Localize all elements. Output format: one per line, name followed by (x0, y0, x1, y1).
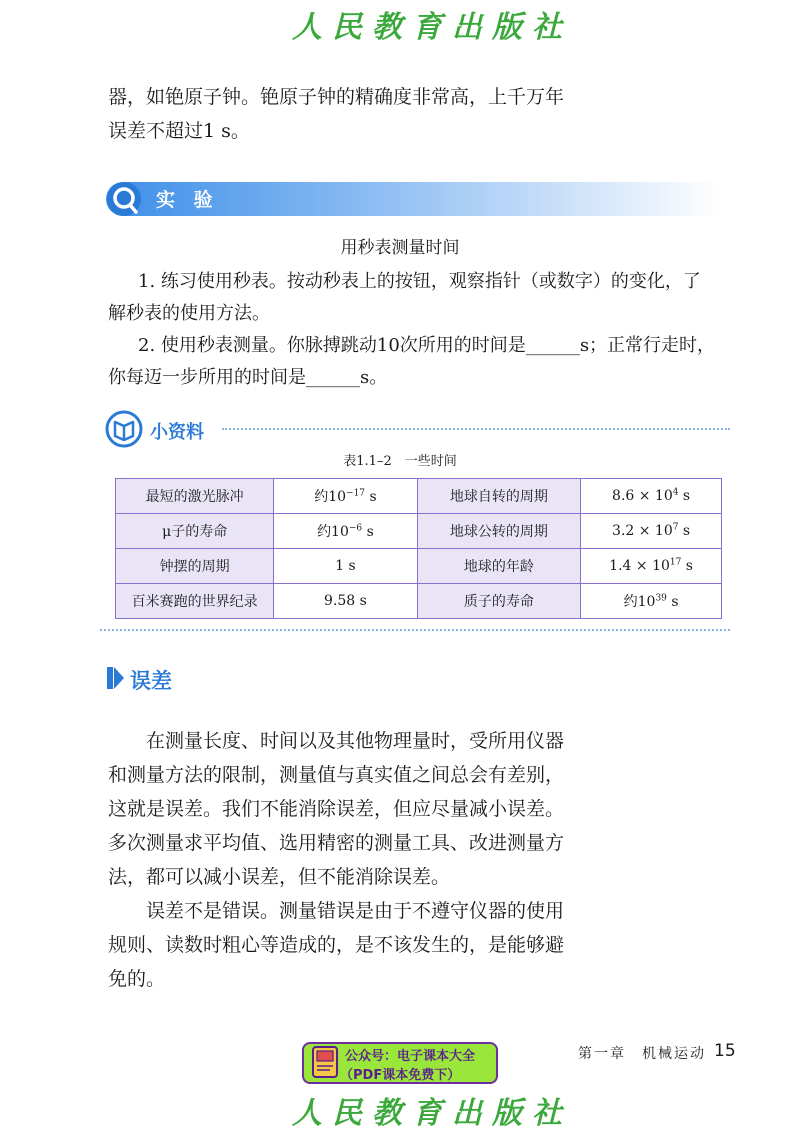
cell-text: s (678, 523, 691, 539)
duration-cell (581, 479, 722, 514)
cell-text: s (681, 558, 693, 574)
error-paragraph-1 (108, 724, 564, 894)
error-section-arrow (114, 667, 124, 689)
cell-text: 地球公转的周期 (449, 524, 548, 540)
cell-text: 9.58 s (324, 593, 367, 609)
table-caption: 表1.1–2 一些时间 (343, 454, 457, 469)
experiment-item-1 (108, 266, 701, 330)
cell-text: s (362, 524, 374, 540)
phenomenon-cell (417, 479, 581, 514)
experiment-item-2 (108, 330, 715, 394)
error-p1-line: 多次测量求平均值、选用精密的测量工具、改进测量方 (108, 832, 565, 854)
info-section-label: 小资料 (150, 422, 204, 443)
experiment-section-label: 实 验 (156, 189, 219, 211)
duration-cell (581, 514, 722, 549)
error-p1-line: 在测量长度、时间以及其他物理量时，受所用仪器 (108, 730, 565, 752)
error-p2-line: 免的。 (108, 968, 166, 990)
duration-cell (274, 549, 417, 584)
magnifier-icon (106, 181, 142, 217)
phenomenon-cell (417, 549, 581, 584)
item-2-text-a: 2. 使用秒表测量。你脉搏跳动10次所用的时间是 (138, 335, 526, 356)
cell-text: 约10 (623, 594, 656, 610)
exponent: 17 (669, 557, 682, 568)
experiment-title: 用秒表测量时间 (340, 238, 460, 258)
step-time-blank: ______ (306, 367, 360, 388)
error-section-marker (107, 667, 113, 689)
cell-text: 约10 (317, 524, 349, 540)
cell-text: s (678, 488, 691, 504)
intro-line-2: 误差不超过1 s。 (108, 120, 250, 142)
error-paragraph-2 (108, 894, 564, 996)
cell-text: 8.6 × 10 (612, 488, 673, 504)
info-top-divider (222, 428, 730, 430)
phenomenon-cell (116, 479, 274, 514)
table-row (116, 514, 722, 549)
phenomenon-cell (116, 514, 274, 549)
info-bottom-divider (100, 629, 730, 631)
item-2-text-c: 你每迈一步所用的时间是 (108, 367, 306, 388)
duration-cell (581, 549, 722, 584)
phenomenon-cell (116, 549, 274, 584)
exponent: −17 (346, 488, 366, 499)
chapter-label: 第一章 机械运动 (578, 1046, 706, 1062)
phenomenon-cell (116, 584, 274, 619)
experiment-item-2-line-2 (108, 362, 715, 394)
cell-text: 百米赛跑的世界纪录 (131, 594, 258, 610)
ebook-icon (312, 1046, 338, 1078)
experiment-item-1-line-2: 解秒表的使用方法。 (108, 303, 270, 324)
duration-cell (274, 584, 417, 619)
cell-text: 钟摆的周期 (159, 559, 230, 575)
error-p2-line: 规则、读数时粗心等造成的，是不该发生的，是能够避 (108, 934, 565, 956)
item-2-text-b: s；正常行走时， (579, 335, 716, 356)
item-2-text-d: s。 (360, 367, 388, 388)
cell-text: 3.2 × 10 (612, 523, 673, 539)
book-icon (104, 409, 144, 449)
phenomenon-cell (417, 514, 581, 549)
error-p1-line: 法，都可以减小误差，但不能消除误差。 (108, 866, 451, 888)
publisher-header: 人民教育出版社 (292, 10, 572, 45)
watermark-line-2: （PDF课本免费下） (340, 1068, 461, 1083)
cell-text: 最短的激光脉冲 (145, 489, 244, 505)
cell-text: 约10 (314, 489, 347, 505)
duration-cell (274, 479, 417, 514)
cell-text: 1 s (335, 558, 356, 574)
experiment-item-2-line-1 (108, 330, 715, 362)
table-row (116, 584, 722, 619)
error-p1-line: 和测量方法的限制，测量值与真实值之间总会有差别， (108, 764, 565, 786)
cell-text: 地球的年龄 (463, 559, 534, 575)
page-number: 15 (714, 1041, 736, 1061)
experiment-item-1-line-1: 1. 练习使用秒表。按动秒表上的按钮，观察指针（或数字）的变化，了 (138, 271, 701, 292)
duration-cell (581, 584, 722, 619)
error-section-title: 误差 (130, 669, 172, 693)
duration-cell (274, 514, 417, 549)
exponent: 7 (672, 522, 679, 533)
times-table (115, 478, 722, 619)
error-p1-line: 这就是误差。我们不能消除误差，但应尽量减小误差。 (108, 798, 565, 820)
cell-text: μ子的寿命 (162, 524, 228, 540)
table-row (116, 479, 722, 514)
phenomenon-cell (417, 584, 581, 619)
intro-line-1: 器，如铯原子钟。铯原子钟的精确度非常高，上千万年 (108, 86, 565, 108)
pulse-time-blank: ______ (525, 335, 580, 356)
cell-text: 地球自转的周期 (449, 489, 548, 505)
cell-text: 1.4 × 10 (609, 558, 670, 574)
exponent: 4 (672, 487, 679, 498)
watermark-line-1: 公众号：电子课本大全 (345, 1049, 476, 1064)
publisher-footer: 人民教育出版社 (292, 1096, 572, 1131)
cell-text: s (666, 594, 679, 610)
table-row (116, 549, 722, 584)
cell-text: s (365, 489, 377, 505)
exponent: −6 (348, 523, 363, 534)
cell-text: 质子的寿命 (463, 594, 534, 610)
exponent: 39 (655, 593, 667, 604)
error-p2-line: 误差不是错误。测量错误是由于不遵守仪器的使用 (108, 900, 565, 922)
